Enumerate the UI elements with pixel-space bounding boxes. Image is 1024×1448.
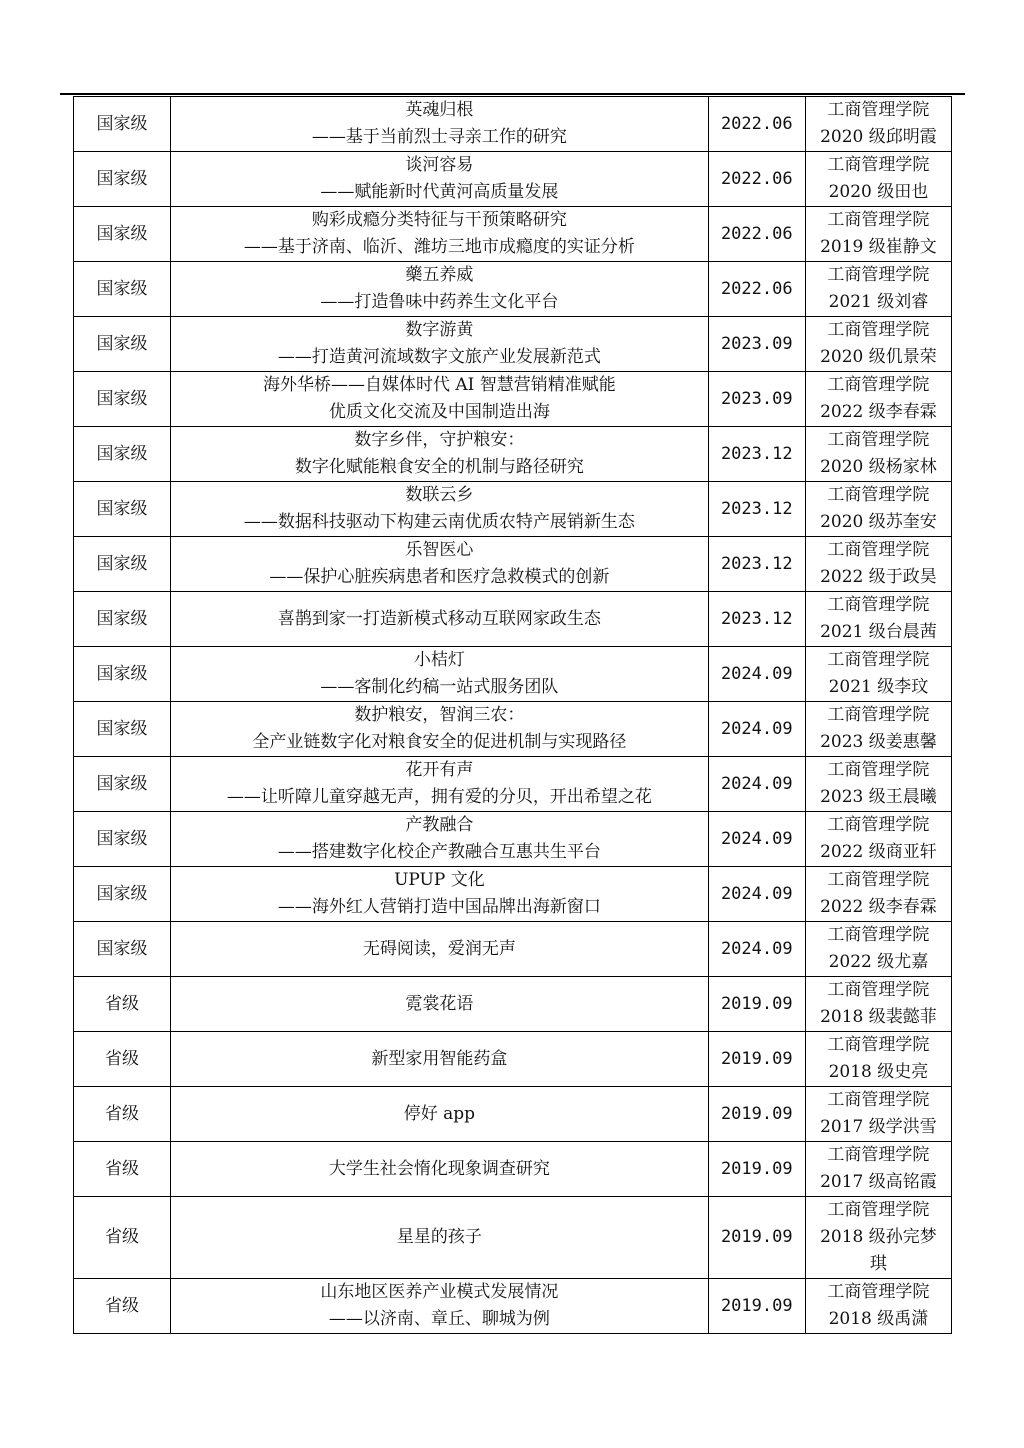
table-row xyxy=(74,702,952,757)
project-title-line: ——以济南、章丘、聊城为例 xyxy=(328,1309,550,1329)
level-cell: 国家级 xyxy=(74,922,171,977)
author-line: 工商管理学院 xyxy=(827,540,930,560)
level-cell: 省级 xyxy=(74,1197,171,1279)
project-title-cell xyxy=(171,812,709,867)
author-line: 工商管理学院 xyxy=(827,925,930,945)
project-title-line: 小桔灯 xyxy=(413,650,465,670)
level-cell: 省级 xyxy=(74,1279,171,1334)
level-cell: 省级 xyxy=(74,977,171,1032)
date-cell: 2022.06 xyxy=(708,262,805,317)
project-title-cell xyxy=(171,647,709,702)
project-title-line: 新型家用智能药盒 xyxy=(371,1048,508,1069)
author-line: 2018 级孙完梦 xyxy=(820,1227,937,1247)
project-title-cell xyxy=(171,702,709,757)
author-line: 2019 级崔静文 xyxy=(820,237,937,257)
level-cell: 国家级 xyxy=(74,482,171,537)
date-cell: 2022.06 xyxy=(708,207,805,262)
table-row xyxy=(74,97,952,152)
level-cell: 国家级 xyxy=(74,317,171,372)
author-line: 工商管理学院 xyxy=(827,375,930,395)
author-line: 2023 级王晨曦 xyxy=(820,787,937,807)
project-title-line: 藥五养威 xyxy=(405,265,474,285)
table-row xyxy=(74,207,952,262)
date-cell: 2019.09 xyxy=(708,977,805,1032)
author-line: 工商管理学院 xyxy=(827,155,930,175)
level-cell: 国家级 xyxy=(74,97,171,152)
table-row xyxy=(74,152,952,207)
project-title-line: ——赋能新时代黄河高质量发展 xyxy=(320,182,559,202)
table-row xyxy=(74,372,952,427)
date-cell: 2019.09 xyxy=(708,1142,805,1197)
author-cell xyxy=(805,1197,951,1279)
date-cell: 2019.09 xyxy=(708,1197,805,1279)
author-line: 2022 级李春霖 xyxy=(820,402,937,422)
author-cell xyxy=(805,647,951,702)
project-title-line: 数护粮安，智润三农： xyxy=(354,705,525,725)
project-title-cell xyxy=(171,922,709,977)
date-cell: 2022.06 xyxy=(708,152,805,207)
author-cell xyxy=(805,97,951,152)
author-line: 工商管理学院 xyxy=(827,1282,930,1302)
project-title-line: 数字乡伴，守护粮安： xyxy=(354,430,525,450)
level-cell: 国家级 xyxy=(74,152,171,207)
project-title-line: 数联云乡 xyxy=(405,485,474,505)
author-line: 2017 级高铭霞 xyxy=(820,1172,937,1192)
author-line: 工商管理学院 xyxy=(827,1200,930,1220)
project-title-line: ——客制化约稿一站式服务团队 xyxy=(320,677,559,697)
author-line: 工商管理学院 xyxy=(827,595,930,615)
project-title-line: 乐智医心 xyxy=(405,540,474,560)
table-row xyxy=(74,482,952,537)
project-title-cell xyxy=(171,867,709,922)
author-line: 2017 级学洪雪 xyxy=(820,1117,937,1137)
project-title-line: 谈河容易 xyxy=(405,155,474,175)
author-cell xyxy=(805,1032,951,1087)
author-line: 2018 级禹潇 xyxy=(828,1309,929,1329)
project-title-line: ——保护心脏疾病患者和医疗急救模式的创新 xyxy=(269,567,610,587)
project-title-cell xyxy=(171,537,709,592)
author-cell xyxy=(805,757,951,812)
author-line: 2018 级史亮 xyxy=(828,1062,929,1082)
project-title-cell xyxy=(171,1142,709,1197)
date-cell: 2024.09 xyxy=(708,647,805,702)
author-line: 2020 级苏奎安 xyxy=(820,512,937,532)
project-title-cell xyxy=(171,207,709,262)
level-cell: 国家级 xyxy=(74,812,171,867)
author-line: 2022 级于政昊 xyxy=(820,567,937,587)
project-title-line: 数字化赋能粮食安全的机制与路径研究 xyxy=(294,457,584,477)
author-line: 工商管理学院 xyxy=(827,100,930,120)
project-title-line: 停好 app xyxy=(403,1103,476,1124)
date-cell: 2024.09 xyxy=(708,757,805,812)
author-cell xyxy=(805,372,951,427)
project-title-line: 山东地区医养产业模式发展情况 xyxy=(320,1282,559,1302)
table-row xyxy=(74,977,952,1032)
project-title-cell xyxy=(171,757,709,812)
table-row xyxy=(74,427,952,482)
header-rule xyxy=(60,93,965,95)
project-title-line: 优质文化交流及中国制造出海 xyxy=(328,402,550,422)
table-row xyxy=(74,537,952,592)
author-line: 工商管理学院 xyxy=(827,265,930,285)
table-row xyxy=(74,592,952,647)
level-cell: 省级 xyxy=(74,1032,171,1087)
project-title-cell xyxy=(171,152,709,207)
author-line: 工商管理学院 xyxy=(827,870,930,890)
date-cell: 2019.09 xyxy=(708,1032,805,1087)
author-line: 2021 级台晨茜 xyxy=(820,622,937,642)
date-cell: 2024.09 xyxy=(708,922,805,977)
author-line: 工商管理学院 xyxy=(827,650,930,670)
project-title-cell xyxy=(171,1279,709,1334)
date-cell: 2023.12 xyxy=(708,427,805,482)
author-line: 2022 级李春霖 xyxy=(820,897,937,917)
author-cell xyxy=(805,1087,951,1142)
date-cell: 2023.09 xyxy=(708,317,805,372)
table-row xyxy=(74,922,952,977)
project-title-cell xyxy=(171,977,709,1032)
project-title-cell xyxy=(171,1032,709,1087)
table-row xyxy=(74,812,952,867)
table-row xyxy=(74,1197,952,1279)
author-line: 琪 xyxy=(869,1254,887,1274)
level-cell: 国家级 xyxy=(74,757,171,812)
author-line: 工商管理学院 xyxy=(827,1145,930,1165)
author-line: 工商管理学院 xyxy=(827,1035,930,1055)
author-line: 2020 级田也 xyxy=(828,182,929,202)
date-cell: 2023.12 xyxy=(708,482,805,537)
author-line: 工商管理学院 xyxy=(827,815,930,835)
level-cell: 国家级 xyxy=(74,427,171,482)
project-title-line: 全产业链数字化对粮食安全的促进机制与实现路径 xyxy=(252,732,627,752)
project-title-line: 数字游黄 xyxy=(405,320,474,340)
project-title-line: UPUP 文化 xyxy=(394,870,485,890)
table-row xyxy=(74,867,952,922)
author-cell xyxy=(805,922,951,977)
level-cell: 国家级 xyxy=(74,537,171,592)
author-cell xyxy=(805,702,951,757)
author-cell xyxy=(805,537,951,592)
author-cell xyxy=(805,317,951,372)
author-cell xyxy=(805,1279,951,1334)
date-cell: 2022.06 xyxy=(708,97,805,152)
author-line: 2021 级刘睿 xyxy=(828,292,929,312)
project-title-line: 海外华桥——自媒体时代 AI 智慧营销精准赋能 xyxy=(263,375,616,395)
author-cell xyxy=(805,812,951,867)
level-cell: 省级 xyxy=(74,1087,171,1142)
project-title-line: ——基于济南、临沂、潍坊三地市成瘾度的实证分析 xyxy=(243,237,635,257)
author-line: 2018 级裴懿菲 xyxy=(820,1007,937,1027)
author-line: 2023 级姜惠馨 xyxy=(820,732,937,752)
author-line: 工商管理学院 xyxy=(827,705,930,725)
author-cell xyxy=(805,262,951,317)
project-title-line: 产教融合 xyxy=(405,815,474,835)
level-cell: 国家级 xyxy=(74,702,171,757)
author-line: 2020 级杨家林 xyxy=(820,457,937,477)
author-cell xyxy=(805,977,951,1032)
author-line: 工商管理学院 xyxy=(827,760,930,780)
project-title-cell xyxy=(171,262,709,317)
project-title-line: 花开有声 xyxy=(405,760,474,780)
level-cell: 国家级 xyxy=(74,207,171,262)
project-title-cell xyxy=(171,97,709,152)
author-line: 工商管理学院 xyxy=(827,210,930,230)
awards-table xyxy=(73,96,952,1334)
date-cell: 2023.12 xyxy=(708,537,805,592)
date-cell: 2023.12 xyxy=(708,592,805,647)
author-cell xyxy=(805,427,951,482)
author-line: 2020 级邱明霞 xyxy=(820,127,937,147)
table-row xyxy=(74,647,952,702)
date-cell: 2019.09 xyxy=(708,1087,805,1142)
table-row xyxy=(74,1032,952,1087)
project-title-cell xyxy=(171,372,709,427)
author-line: 工商管理学院 xyxy=(827,1090,930,1110)
project-title-line: ——打造鲁味中药养生文化平台 xyxy=(320,292,559,312)
author-cell xyxy=(805,207,951,262)
level-cell: 国家级 xyxy=(74,592,171,647)
project-title-cell xyxy=(171,1087,709,1142)
date-cell: 2019.09 xyxy=(708,1279,805,1334)
project-title-line: ——基于当前烈士寻亲工作的研究 xyxy=(311,127,567,147)
level-cell: 国家级 xyxy=(74,647,171,702)
author-line: 工商管理学院 xyxy=(827,485,930,505)
project-title-cell xyxy=(171,427,709,482)
table-row xyxy=(74,317,952,372)
project-title-cell xyxy=(171,482,709,537)
table-row xyxy=(74,1142,952,1197)
date-cell: 2024.09 xyxy=(708,702,805,757)
level-cell: 国家级 xyxy=(74,262,171,317)
author-line: 2022 级尤嘉 xyxy=(828,952,929,972)
author-cell xyxy=(805,482,951,537)
project-title-cell xyxy=(171,592,709,647)
date-cell: 2024.09 xyxy=(708,812,805,867)
level-cell: 国家级 xyxy=(74,867,171,922)
date-cell: 2024.09 xyxy=(708,867,805,922)
author-line: 2020 级仉景荣 xyxy=(820,347,937,367)
author-cell xyxy=(805,1142,951,1197)
author-line: 工商管理学院 xyxy=(827,430,930,450)
author-cell xyxy=(805,592,951,647)
table-row xyxy=(74,1087,952,1142)
author-cell xyxy=(805,867,951,922)
level-cell: 省级 xyxy=(74,1142,171,1197)
project-title-line: 星星的孩子 xyxy=(396,1227,482,1247)
author-line: 2021 级李玟 xyxy=(828,677,929,697)
project-title-line: 霓裳花语 xyxy=(405,993,474,1014)
table-row xyxy=(74,757,952,812)
project-title-line: 大学生社会惰化现象调查研究 xyxy=(328,1158,550,1179)
author-line: 工商管理学院 xyxy=(827,980,930,1000)
project-title-cell xyxy=(171,1197,709,1279)
awards-table-body xyxy=(74,97,952,1334)
table-row xyxy=(74,262,952,317)
project-title-line: 无碍阅读，爱润无声 xyxy=(362,938,516,959)
project-title-line: ——数据科技驱动下构建云南优质农特产展销新生态 xyxy=(243,512,635,532)
author-line: 工商管理学院 xyxy=(827,320,930,340)
project-title-line: 喜鹊到家一打造新模式移动互联网家政生态 xyxy=(277,608,601,629)
table-row xyxy=(74,1279,952,1334)
project-title-line: ——让听障儿童穿越无声，拥有爱的分贝，开出希望之花 xyxy=(226,787,652,807)
project-title-line: ——搭建数字化校企产教融合互惠共生平台 xyxy=(277,842,601,862)
project-title-line: 购彩成瘾分类特征与干预策略研究 xyxy=(311,210,567,230)
project-title-line: 英魂归根 xyxy=(405,100,474,120)
author-cell xyxy=(805,152,951,207)
project-title-cell xyxy=(171,317,709,372)
author-line: 2022 级商亚轩 xyxy=(820,842,937,862)
project-title-line: ——打造黄河流域数字文旅产业发展新范式 xyxy=(277,347,601,367)
level-cell: 国家级 xyxy=(74,372,171,427)
date-cell: 2023.09 xyxy=(708,372,805,427)
project-title-line: ——海外红人营销打造中国品牌出海新窗口 xyxy=(277,897,601,917)
